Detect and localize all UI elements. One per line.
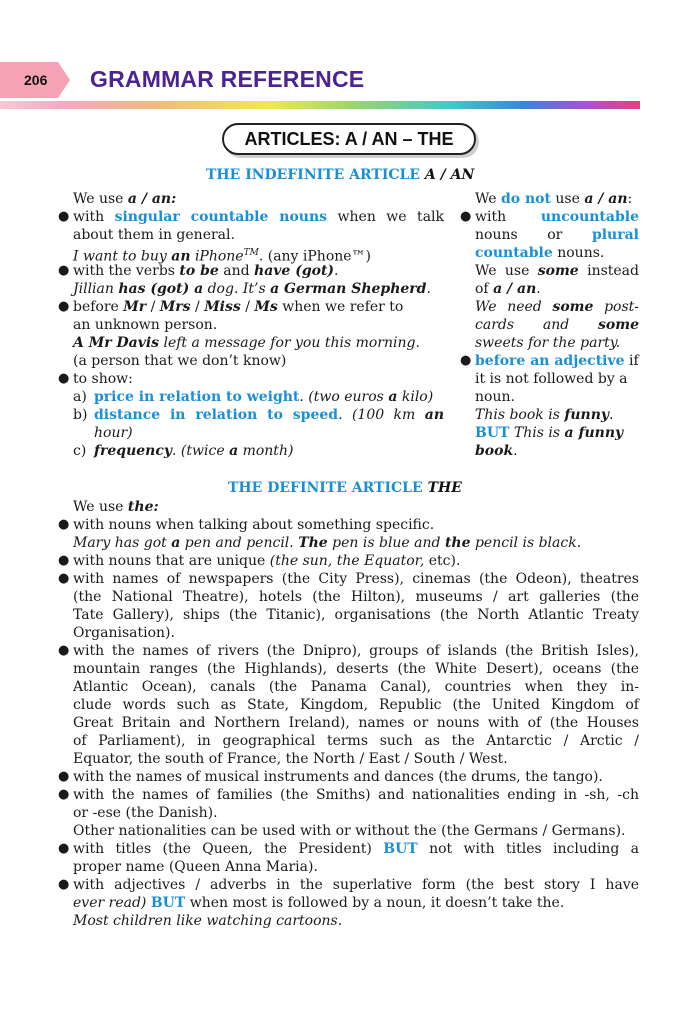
- right-example-line3: sweets for the party.: [475, 335, 621, 351]
- right-funny-example: This book is funny.: [475, 407, 614, 423]
- def-line-1: with nouns when talking about something specific.: [73, 517, 435, 533]
- right-uncountable-line: with uncountable: [475, 209, 639, 225]
- indef-item-c-label: c): [73, 443, 87, 459]
- right-but-example: BUT This is a funny: [475, 425, 624, 441]
- def-line-17: or -ese (the Danish).: [73, 805, 218, 821]
- section-title: ARTICLES: A / AN – THE: [222, 123, 476, 155]
- right-of-line: of a / an.: [475, 281, 541, 297]
- right-countable-line: countable nouns.: [475, 245, 605, 261]
- indef-general-line: about them in general.: [73, 227, 235, 243]
- indef-item-b-cont: hour): [94, 425, 133, 441]
- def-line-7: Organisation).: [73, 625, 175, 641]
- bullet-icon: ●: [58, 553, 70, 568]
- right-not-followed-line: it is not followed by a: [475, 371, 628, 387]
- indef-unknown-line: an unknown person.: [73, 317, 218, 333]
- bullet-icon: ●: [58, 209, 70, 224]
- def-line-19: with titles (the Queen, the President) BUT not with titles including a: [73, 841, 639, 857]
- indefinite-heading: THE INDEFINITE ARTICLE A / AN: [206, 167, 475, 183]
- indef-we-use: We use a / an:: [73, 191, 177, 207]
- page-number: 206: [24, 72, 48, 88]
- right-adjective-line: before an adjective if: [475, 353, 639, 369]
- page-title: GRAMMAR REFERENCE: [90, 66, 365, 92]
- def-line-6: Tate Gallery), ships (the Titanic), organisations (the North Atlantic Treaty: [73, 607, 639, 623]
- indef-item-b: distance in relation to speed. (100 km an: [94, 407, 444, 423]
- indef-item-b-label: b): [73, 407, 88, 423]
- def-line-9: mountain ranges (the Highlands), deserts (the White Desert), oceans (the: [73, 661, 639, 677]
- bullet-icon: ●: [58, 769, 70, 784]
- bullet-icon: ●: [58, 517, 70, 532]
- bullet-icon: ●: [460, 353, 472, 368]
- definite-heading: THE DEFINITE ARTICLE THE: [228, 480, 462, 496]
- indef-verbs-line: with the verbs to be and have (got).: [73, 263, 339, 279]
- right-example-line1: We need some post-: [475, 299, 639, 315]
- indef-singular-line: with singular countable nouns when we talk: [73, 209, 444, 225]
- def-line-21: with adjectives / adverbs in the superlative form (the best story I have: [73, 877, 639, 893]
- indef-item-c: frequency. (twice a month): [94, 443, 294, 459]
- bullet-icon: ●: [58, 643, 70, 658]
- right-example-line2: cards and some: [475, 317, 639, 333]
- right-do-not-line: We do not use a / an:: [475, 191, 633, 207]
- rainbow-divider: [0, 101, 640, 109]
- indef-item-a: price in relation to weight. (two euros a kilo): [94, 389, 434, 405]
- right-noun-line: noun.: [475, 389, 515, 405]
- bullet-icon: ●: [58, 787, 70, 802]
- def-line-16: with the names of families (the Smiths) and nationalities ending in -sh, -ch: [73, 787, 639, 803]
- indef-jillian-example: Jillian has (got) a dog. It’s a German Shepherd.: [73, 281, 431, 297]
- indef-iphone-example: I want to buy an iPhone™. (any iPhone™): [73, 248, 372, 265]
- def-line-10: Atlantic Ocean), canals (the Panama Canal), countries when they in-: [73, 679, 639, 695]
- bullet-icon: ●: [58, 371, 70, 386]
- def-line-11: clude words such as State, Kingdom, Republic (the United Kingdom of: [73, 697, 639, 713]
- right-some-line: We use some instead: [475, 263, 639, 279]
- def-line-3: with nouns that are unique (the sun, the Equator, etc).: [73, 553, 461, 569]
- def-line-5: (the National Theatre), hotels (the Hilton), museums / art galleries (the: [73, 589, 639, 605]
- def-line-23: Most children like watching cartoons.: [73, 913, 343, 929]
- def-line-12: Great Britain and Northern Ireland), names or nouns with of (the Houses: [73, 715, 639, 731]
- indef-titles-line: before Mr / Mrs / Miss / Ms when we refer to: [73, 299, 404, 315]
- indef-item-a-label: a): [73, 389, 87, 405]
- bullet-icon: ●: [58, 299, 70, 314]
- def-we-use: We use the:: [73, 499, 159, 515]
- bullet-icon: ●: [58, 841, 70, 856]
- def-line-2: Mary has got a pen and pencil. The pen is blue and the pencil is black.: [73, 535, 582, 551]
- def-line-15: with the names of musical instruments and dances (the drums, the tango).: [73, 769, 603, 785]
- def-line-20: proper name (Queen Anna Maria).: [73, 859, 318, 875]
- indef-davis-example: A Mr Davis left a message for you this morning.: [73, 335, 420, 351]
- bullet-icon: ●: [58, 571, 70, 586]
- bullet-icon: ●: [58, 263, 70, 278]
- indef-to-show: to show:: [73, 371, 133, 387]
- bullet-icon: ●: [460, 209, 472, 224]
- def-line-13: of Parliament), in geographical terms such as the Antarctic / Arctic /: [73, 733, 639, 749]
- def-line-4: with names of newspapers (the City Press), cinemas (the Odeon), theatres: [73, 571, 639, 587]
- bullet-icon: ●: [58, 877, 70, 892]
- def-line-22: ever read) BUT when most is followed by a noun, it doesn’t take the.: [73, 895, 565, 911]
- indef-person-note: (a person that we don’t know): [73, 353, 287, 369]
- right-plural-line: nouns or plural: [475, 227, 640, 243]
- def-line-8: with the names of rivers (the Dnipro), groups of islands (the British Isles),: [73, 643, 639, 659]
- right-book-line: book.: [475, 443, 518, 459]
- def-line-18: Other nationalities can be used with or without the (the Germans / Germans).: [73, 823, 626, 839]
- def-line-14: Equator, the south of France, the North / East / South / West.: [73, 751, 508, 767]
